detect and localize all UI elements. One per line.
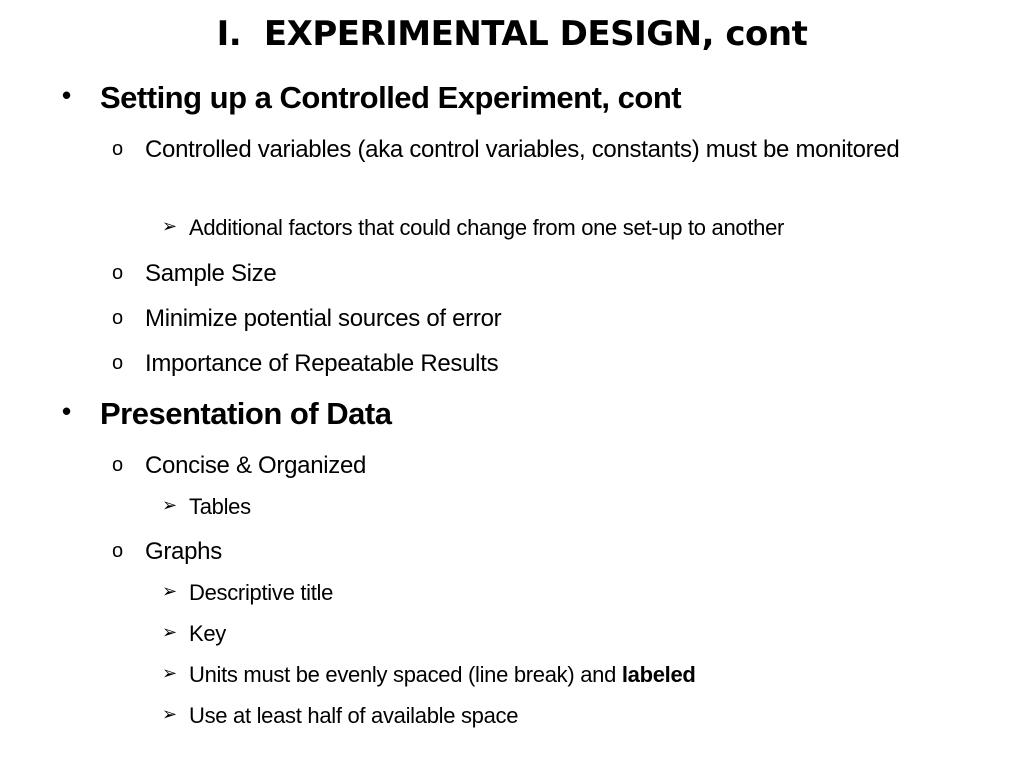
sub-bullet-text: Minimize potential sources of error [145, 305, 502, 332]
sub-sub-bullet-text: Use at least half of available space [189, 703, 519, 728]
sub-sub-bullet-text: Descriptive title [189, 580, 334, 605]
hollow-circle-bullet-icon: o [112, 138, 123, 160]
sub-sub-bullet-text: Additional factors that could change from one set-up to another [189, 215, 785, 240]
hollow-circle-bullet-icon: o [112, 262, 123, 284]
arrowhead-bullet-icon: ➢ [162, 216, 177, 236]
hollow-circle-bullet-icon: o [112, 454, 123, 476]
bullet-dot-icon: • [62, 80, 71, 110]
hollow-circle-bullet-icon: o [112, 540, 123, 562]
arrowhead-bullet-icon: ➢ [162, 581, 177, 601]
sub-bullet-text: Graphs [145, 538, 222, 565]
sub-sub-bullet-text: Key [189, 621, 227, 646]
sub-sub-bullet-text: Tables [189, 494, 251, 519]
sub-bullet-text: Sample Size [145, 260, 277, 287]
sub-bullet-text: Controlled variables (aka control variables, constants) must be monitored [145, 136, 900, 163]
bullet-text: Presentation of Data [100, 396, 392, 431]
sub-bullet-text: Concise & Organized [145, 452, 367, 479]
slide-title: I. EXPERIMENTAL DESIGN, cont [216, 14, 808, 54]
arrowhead-bullet-icon: ➢ [162, 495, 177, 515]
bullet-text: Setting up a Controlled Experiment, cont [100, 80, 682, 115]
arrowhead-bullet-icon: ➢ [162, 663, 177, 683]
arrowhead-bullet-icon: ➢ [162, 622, 177, 642]
sub-bullet-text: Importance of Repeatable Results [145, 350, 499, 377]
sub-sub-bullet-text [189, 662, 696, 688]
units-text: Units must be evenly spaced (line break) and [189, 662, 622, 687]
hollow-circle-bullet-icon: o [112, 352, 123, 374]
arrowhead-bullet-icon: ➢ [162, 704, 177, 724]
hollow-circle-bullet-icon: o [112, 307, 123, 329]
labeled-emphasis: labeled [621, 662, 696, 687]
bullet-dot-icon: • [62, 396, 71, 426]
